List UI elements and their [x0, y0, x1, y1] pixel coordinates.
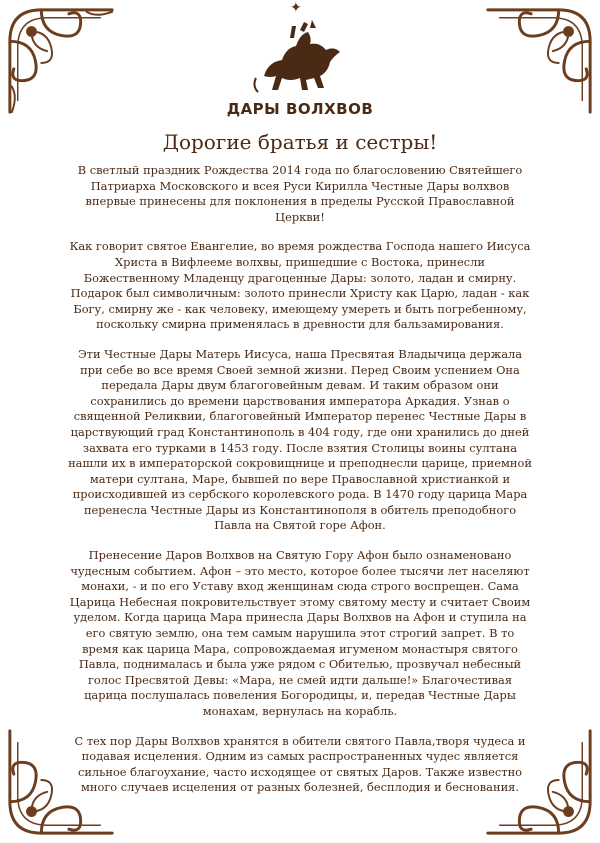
letter-body [68, 163, 532, 796]
paragraph: С тех пор Дары Волхвов хранятся в обители святого Павла,творя чудеса и подавая исцеления. Одним из самых распространенных чудес является сильное благоухание, часто исходящее от святых Даров. Также известно много случаев исцеления от разных болезней, бесплодия и беснования. [74, 733, 526, 795]
brand-name: ДАРЫ ВОЛХВОВ [226, 100, 374, 118]
magi-riders-logo-icon [250, 18, 350, 98]
paragraph: В светлый праздник Рождества 2014 года по благословению Святейшего Патриарха Московского и всея Руси Кирилла Честные Дары волхвов впервые принесены для поклонения в пределы Русской Православной Церкви! [77, 163, 523, 224]
paragraph: Эти Честные Дары Матерь Иисуса, наша Пресвятая Владычица держала при себе во все время Своей земной жизни. Перед Своим успением Она передала Дары двум благоговейным девам. И таким образом они сохранились до времени царствования императора Аркадия. Узнав о священной Реликвии, благоговейный Император перенес Честные Дары в царствующий град Константинополь в 404 году, где они хранились до дней захвата его турками в 1453 году. После взятия Столицы воины султана нашли их в императорской сокровищнице и преподнесли царице, приемной матери султана, Маре, бывшей по вере Православной христианкой и происходившей из сербского королевского рода. В 1470 году царица Мара перенесла Честные Дары из Константинополя в обитель преподобного Павла на Святой горе Афон. [68, 346, 532, 533]
page-title: Дорогие братья и сестры! [162, 130, 438, 154]
paragraph: Как говорит святое Евангелие, во время рождества Господа нашего Иисуса Христа в Вифлееме волхвы, пришедшие с Востока, принесли Божественному Младенцу драгоценные Дары: золото, ладан и смирну. Подарок был символичным: золото принесли Христу как Царю, ладан - как Богу, смирну же - как человеку, имеющему умереть и быть погребенному, поскольку смирна применялась в древности для бальзамирования. [69, 239, 531, 332]
paragraph: Пренесение Даров Волхвов на Святую Гору Афон было ознаменовано чудесным событием. Афон – это место, которое более тысячи лет населяют монахи, - и по его Уставу вход женщинам сюда строго воспрещен. Сама Царица Небесная покровительствует этому святому месту и считает Своим уделом. Когда царица Мара принесла Дары Волхвов на Афон и ступила на его святую землю, она тем самым нарушила этот строгий запрет. В то время как царица Мара, сопровождаемая игуменом монастыря святого Павла, поднималась и была уже рядом с Обителью, прозвучал небесный голос Пресвятой Девы: «Мара, не смей идти дальше!» Благочестивая царица послушалась повеления Богородицы, и, передав Честные Дары монахам, вернулась на корабль. [69, 548, 531, 718]
star-icon: ✦ [290, 0, 302, 16]
